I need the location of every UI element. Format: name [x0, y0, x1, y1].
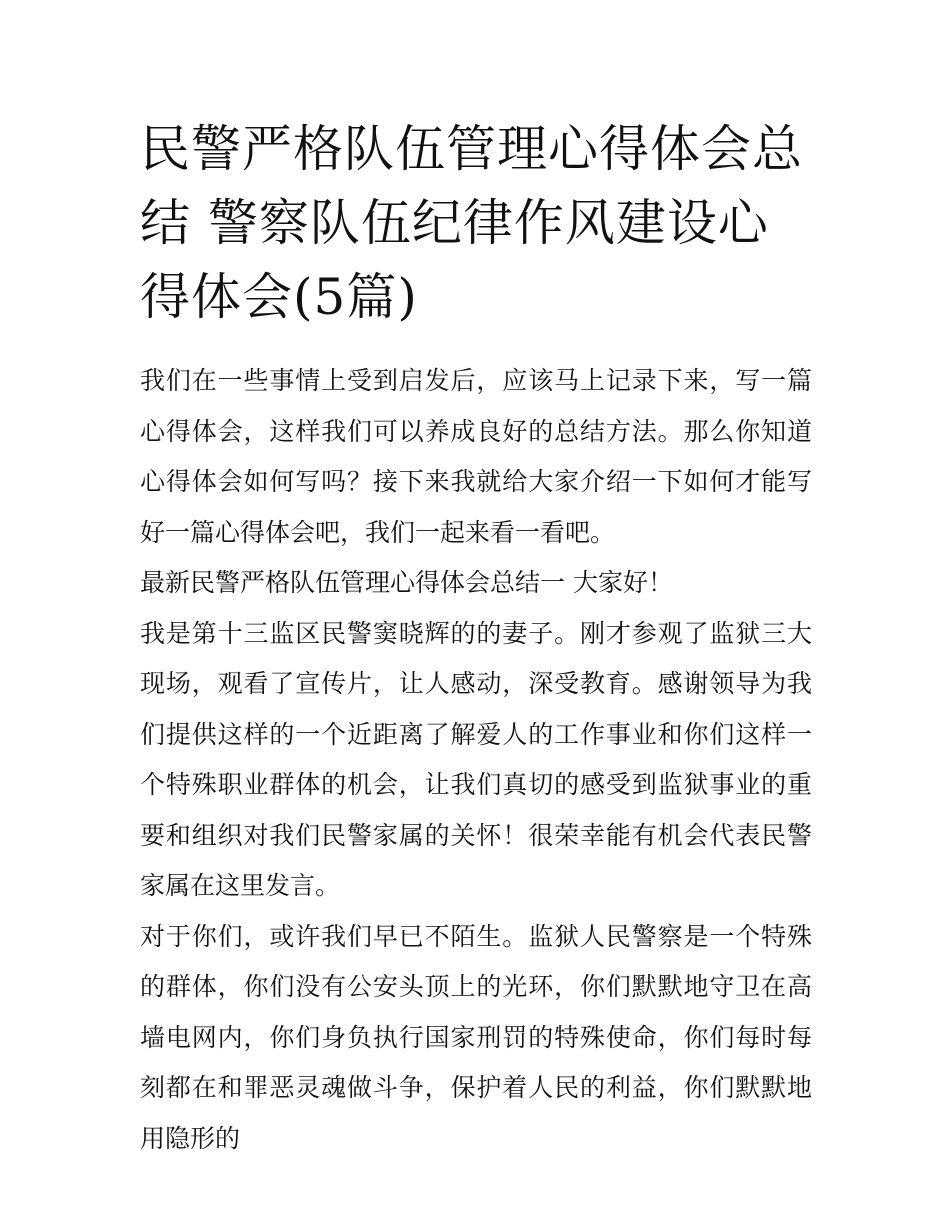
- paragraph-body-2: 对于你们，或许我们早已不陌生。监狱人民警察是一个特殊的群体，你们没有公安头顶上的光环，你们默默地守卫在高墙电网内，你们身负执行国家刑罚的特殊使命，你们每时每刻都在和罪恶灵魂做斗争，保护着人民的利益，你们默默地用隐形的: [140, 921, 812, 1153]
- paragraph-intro: 我们在一些事情上受到启发后，应该马上记录下来，写一篇心得体会，这样我们可以养成良好的总结方法。那么你知道心得体会如何写吗？接下来我就给大家介绍一下如何才能写好一篇心得体会吧，我们一起来看一看吧。: [140, 366, 812, 547]
- paragraph-body-1: 我是第十三监区民警窦晓辉的的妻子。刚才参观了监狱三大现场，观看了宣传片，让人感动，深受教育。感谢领导为我们提供这样的一个近距离了解爱人的工作事业和你们这样一个特殊职业群体的机会，让我们真切的感受到监狱事业的重要和组织对我们民警家属的关怀！很荣幸能有机会代表民警家属在这里发言。: [140, 618, 812, 900]
- document-title: 民警严格队伍管理心得体会总结 警察队伍纪律作风建设心得体会(5篇): [140, 120, 803, 326]
- document-page: [140, 112, 812, 1164]
- paragraph-section-heading: 最新民警严格队伍管理心得体会总结一 大家好！: [140, 568, 673, 597]
